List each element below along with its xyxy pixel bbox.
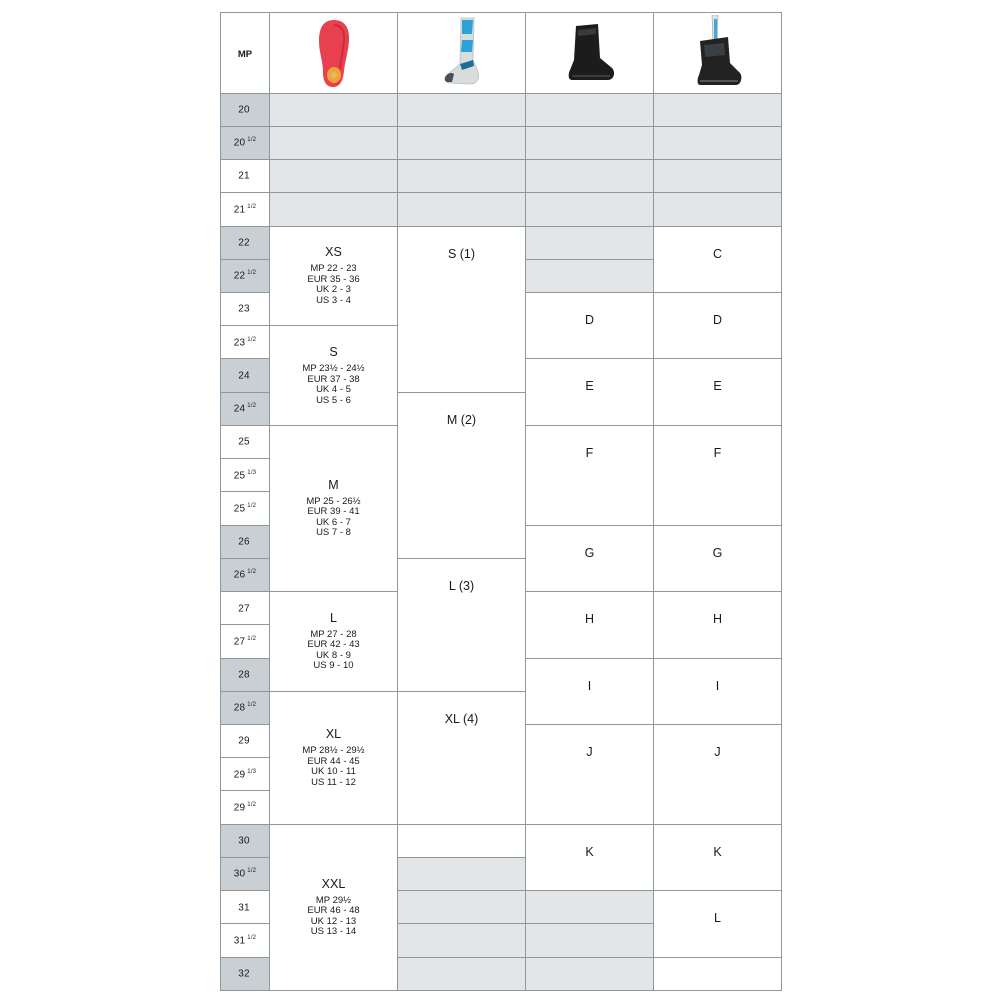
insole-size-l: L MP 27 - 28 EUR 42 - 43 UK 8 - 9 US 9 - 10 (270, 592, 398, 692)
empty-cell (270, 160, 398, 193)
insole-size-xs: XS MP 22 - 23 EUR 35 - 36 UK 2 - 3 US 3 - 4 (270, 226, 398, 326)
shell-size-h: H (654, 592, 782, 658)
mp-cell: 25 $^{1/2}$ (221, 492, 270, 525)
empty-cell (398, 857, 526, 890)
mp-cell: 20 (221, 93, 270, 126)
empty-cell (654, 160, 782, 193)
empty-cell (270, 193, 398, 226)
shell-size-d: D (654, 292, 782, 358)
empty-cell (398, 924, 526, 957)
size-chart-table (220, 12, 782, 991)
mp-cell: 29 $^{1/2}$ (221, 791, 270, 824)
sock-header (398, 13, 526, 94)
empty-cell (526, 193, 654, 226)
empty-cell (526, 924, 654, 957)
mp-cell: 25 (221, 425, 270, 458)
insole-size-xl: XL MP 28½ - 29½ EUR 44 - 45 UK 10 - 11 US 11 - 12 (270, 691, 398, 824)
mp-cell: 31 $^{1/2}$ (221, 924, 270, 957)
empty-cell (398, 126, 526, 159)
table-row (221, 824, 782, 857)
shell-size-k: K (654, 824, 782, 890)
mp-cell: 24 (221, 359, 270, 392)
mp-cell: 25 $^{1/3}$ (221, 459, 270, 492)
shell-size-l: L (654, 891, 782, 957)
empty-cell (526, 259, 654, 292)
liner-size-i: I (526, 658, 654, 724)
mp-cell: 24 $^{1/2}$ (221, 392, 270, 425)
liner-header (526, 13, 654, 94)
mp-cell: 31 (221, 891, 270, 924)
empty-cell (654, 126, 782, 159)
shell-size-f: F (654, 425, 782, 525)
table-row (221, 193, 782, 226)
mp-cell: 27 (221, 592, 270, 625)
mp-cell: 26 (221, 525, 270, 558)
mp-cell: 32 (221, 957, 270, 990)
mp-header-label: MP (237, 48, 253, 60)
insole-size-m: M MP 25 - 26½ EUR 39 - 41 UK 6 - 7 US 7 - 8 (270, 425, 398, 591)
boot-liner-icon (562, 20, 618, 86)
liner-size-h: H (526, 592, 654, 658)
empty-cell (398, 957, 526, 990)
mp-cell: 27 $^{1/2}$ (221, 625, 270, 658)
mp-header (221, 13, 270, 94)
insole-header (270, 13, 398, 94)
empty-cell (526, 93, 654, 126)
empty-cell (654, 193, 782, 226)
mp-cell: 22 (221, 226, 270, 259)
empty-cell (398, 160, 526, 193)
shell-size-g: G (654, 525, 782, 591)
mp-cell: 29 $^{1/3}$ (221, 758, 270, 791)
sock-size-s: S (1) (398, 226, 526, 392)
empty-cell (526, 126, 654, 159)
mp-cell: 28 (221, 658, 270, 691)
empty-cell (270, 93, 398, 126)
shell-blank-cell (654, 957, 782, 990)
liner-size-f: F (526, 425, 654, 525)
liner-size-e: E (526, 359, 654, 425)
table-row (221, 226, 782, 259)
mp-cell: 28 $^{1/2}$ (221, 691, 270, 724)
shell-size-e: E (654, 359, 782, 425)
mp-cell: 23 $^{1/2}$ (221, 326, 270, 359)
mp-cell: 21 (221, 160, 270, 193)
header-row (221, 13, 782, 94)
sock-size-xl: XL (4) (398, 691, 526, 824)
shell-size-i: I (654, 658, 782, 724)
mp-cell: 22 $^{1/2}$ (221, 259, 270, 292)
empty-cell (526, 957, 654, 990)
table-row (221, 160, 782, 193)
insole-size-s: S MP 23½ - 24½ EUR 37 - 38 UK 4 - 5 US 5 - 6 (270, 326, 398, 426)
mp-cell: 29 (221, 725, 270, 758)
sock-size-m: M (2) (398, 392, 526, 558)
sock-icon (440, 16, 484, 90)
mp-cell: 20 $^{1/2}$ (221, 126, 270, 159)
mp-cell: 30 $^{1/2}$ (221, 857, 270, 890)
liner-size-j: J (526, 725, 654, 825)
mp-cell: 21 $^{1/2}$ (221, 193, 270, 226)
empty-cell (654, 93, 782, 126)
liner-size-d: D (526, 292, 654, 358)
empty-cell (526, 891, 654, 924)
insole-size-xxl: XXL MP 29½ EUR 46 - 48 UK 12 - 13 US 13 - 14 (270, 824, 398, 990)
empty-cell (526, 160, 654, 193)
liner-size-k: K (526, 824, 654, 890)
mp-cell: 23 (221, 292, 270, 325)
empty-cell (398, 93, 526, 126)
empty-cell (398, 891, 526, 924)
shell-size-c: C (654, 226, 782, 292)
sock-blank-cell (398, 824, 526, 857)
empty-cell (398, 193, 526, 226)
empty-cell (526, 226, 654, 259)
shell-header (654, 13, 782, 94)
table-row (221, 93, 782, 126)
mp-cell: 26 $^{1/2}$ (221, 558, 270, 591)
empty-cell (270, 126, 398, 159)
shell-size-j: J (654, 725, 782, 825)
insole-icon (314, 17, 354, 89)
mp-cell: 30 (221, 824, 270, 857)
ski-boot-shell-icon (692, 15, 744, 91)
liner-size-g: G (526, 525, 654, 591)
sock-size-l: L (3) (398, 558, 526, 691)
table-row (221, 126, 782, 159)
